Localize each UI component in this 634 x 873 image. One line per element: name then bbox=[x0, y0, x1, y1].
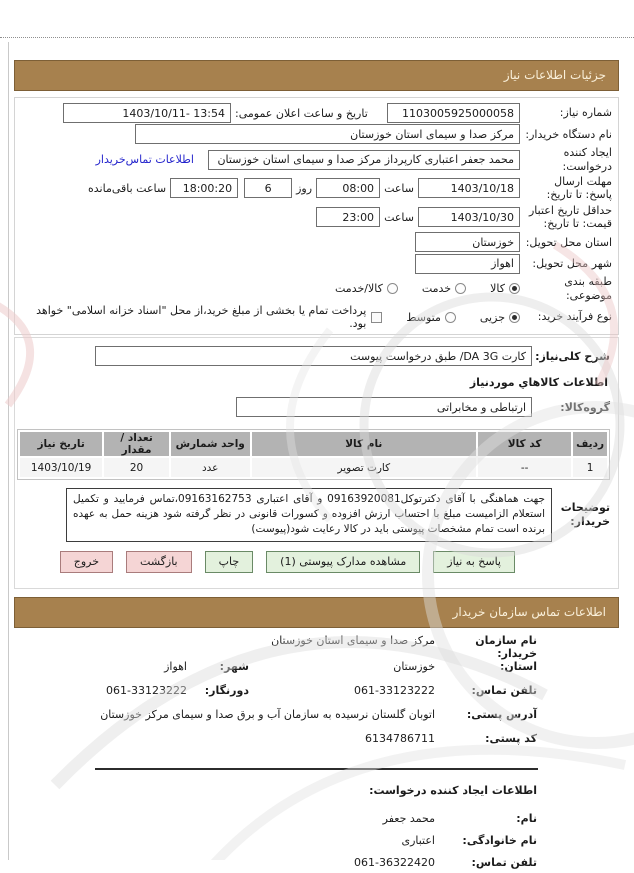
delivery-city-label: شهر محل تحویل: bbox=[532, 256, 612, 270]
reply-deadline-date-field: 1403/10/18 bbox=[418, 178, 520, 198]
org-name-label: نام سازمان خریدار: bbox=[475, 634, 537, 660]
col-need-date: تاریخ نیاز bbox=[20, 432, 102, 456]
cell-goods-name: کارت تصویر bbox=[252, 458, 477, 477]
creator-row-name bbox=[14, 807, 537, 829]
print-button[interactable]: چاپ bbox=[205, 551, 254, 573]
cell-need-date: 1403/10/19 bbox=[20, 458, 102, 477]
row-purchase-process-type bbox=[21, 304, 612, 330]
request-creator-label: ایجاد کننده درخواست: bbox=[562, 145, 612, 173]
cell-row-number: 1 bbox=[573, 458, 607, 477]
hour-label: ساعت bbox=[384, 181, 414, 195]
radio-selected-icon[interactable] bbox=[509, 312, 520, 323]
row-buyer-org bbox=[21, 124, 612, 144]
postal-code-label: کد پستی: bbox=[485, 732, 537, 745]
delivery-city-field: اهواز bbox=[415, 254, 520, 274]
row-subject-classification bbox=[21, 275, 612, 303]
price-validity-hour-field: 23:00 bbox=[316, 207, 380, 227]
goods-table bbox=[17, 429, 610, 480]
creator-phone-label: تلفن تماس: bbox=[471, 855, 537, 869]
section-title: جزئیات اطلاعات نیاز bbox=[503, 68, 606, 82]
goods-info-title: اطلاعات کالاهاي موردنیاز bbox=[469, 376, 608, 389]
contact-row-address bbox=[14, 708, 537, 732]
need-number-label: شماره نیاز: bbox=[559, 106, 612, 120]
postal-address-value: اتوبان گلستان نرسیده به سازمان آب و برق صدا و سیمای مرکز خوزستان bbox=[100, 708, 435, 721]
need-number-field: 1103005925000058 bbox=[387, 103, 520, 123]
goods-group-field: ارتباطی و مخابراتی bbox=[236, 397, 532, 417]
back-button[interactable]: بازگشت bbox=[126, 551, 192, 573]
buyer-org-field: مرکز صدا و سیمای استان خوزستان bbox=[135, 124, 520, 144]
radio-option-goods[interactable] bbox=[490, 282, 520, 295]
view-attachments-button[interactable]: مشاهده مدارک پیوستی (1) bbox=[266, 551, 420, 573]
goods-table-header-row bbox=[20, 432, 607, 456]
contact-row-postal-code bbox=[14, 732, 537, 756]
first-name-label: نام: bbox=[516, 811, 537, 825]
row-price-validity bbox=[21, 204, 612, 232]
first-name-value: محمد جعفر bbox=[382, 811, 435, 825]
postal-code-value: 6134786711 bbox=[365, 732, 435, 745]
cell-goods-code: -- bbox=[478, 458, 571, 477]
delivery-province-field: خوزستان bbox=[415, 232, 520, 252]
price-validity-label: حداقل تاریخ اعتبار قیمت: تا تاریخ: bbox=[528, 203, 612, 231]
city-value: اهواز bbox=[164, 660, 187, 673]
action-buttons-row bbox=[23, 551, 610, 573]
radio-option-minor[interactable] bbox=[480, 311, 520, 324]
last-name-value: اعتباری bbox=[401, 833, 435, 847]
col-row-number: ردیف bbox=[573, 432, 607, 456]
reply-to-need-button[interactable]: پاسخ به نیاز bbox=[433, 551, 515, 573]
contact-row-phone-fax bbox=[14, 684, 537, 708]
remaining-time-field: 18:00:20 bbox=[170, 178, 238, 198]
checkbox-icon[interactable] bbox=[371, 312, 382, 323]
col-goods-code: کد کالا bbox=[478, 432, 571, 456]
contact-row-province-city bbox=[14, 660, 537, 684]
buyer-notes-field: جهت هماهنگی با آقای دکترتوکل09163920081 و آقای اعتباری 09163162753،تماس فرمایید و تکمیل استعلام الزامیست مبلغ با احتساب ارزش افزوده و کسورات قانونی در نظر گرفته شود هزینه حمل به عهده برنده است تمام مشخصات پیوستی باید در کالا رعایت شود(پیوست) bbox=[66, 488, 552, 542]
cell-unit: عدد bbox=[171, 458, 250, 477]
remaining-time-label: ساعت باقی‌مانده bbox=[88, 181, 167, 195]
section-header-need-details bbox=[14, 60, 619, 91]
row-reply-deadline bbox=[21, 175, 612, 203]
section-divider-line bbox=[95, 768, 538, 770]
page-left-border bbox=[8, 42, 9, 860]
fax-value: 061-33123222 bbox=[106, 684, 187, 697]
checkbox-label: پرداخت تمام یا بخشی از مبلغ خرید،از محل "اسناد خزانه اسلامی" خواهد بود. bbox=[36, 304, 367, 330]
radio-label: متوسط bbox=[406, 310, 441, 324]
row-request-creator bbox=[21, 146, 612, 174]
creator-section-title: اطلاعات ایجاد کننده درخواست: bbox=[369, 784, 537, 797]
reply-deadline-hour-field: 08:00 bbox=[316, 178, 380, 198]
row-delivery-province bbox=[21, 232, 612, 252]
row-goods-group bbox=[23, 397, 610, 417]
radio-label: کالا/خدمت bbox=[335, 282, 383, 296]
hour-label: ساعت bbox=[384, 210, 414, 224]
general-description-label: شرح کلی‌نیاز: bbox=[535, 349, 610, 363]
cell-quantity: 20 bbox=[104, 458, 169, 477]
need-info-panel bbox=[14, 97, 619, 335]
row-general-description bbox=[23, 346, 610, 366]
price-validity-date-field: 1403/10/30 bbox=[418, 207, 520, 227]
goods-group-label: گروه‌کالا: bbox=[560, 400, 610, 414]
radio-label: جزیی bbox=[479, 310, 505, 324]
exit-button[interactable]: خروج bbox=[60, 551, 113, 573]
last-name-label: نام خانوادگی: bbox=[462, 833, 537, 847]
row-buyer-notes bbox=[23, 488, 610, 542]
section-title: اطلاعات تماس سازمان خریدار bbox=[452, 605, 606, 619]
general-description-field: کارت DA 3G/ طبق درخواست پیوست bbox=[95, 346, 532, 366]
creator-phone-value: 061-36322420 bbox=[354, 855, 435, 869]
section-header-buyer-contact bbox=[14, 597, 619, 628]
buyer-contact-section bbox=[14, 634, 537, 756]
province-label: استان: bbox=[500, 660, 537, 673]
fax-label: دورنگار: bbox=[204, 684, 249, 697]
radio-option-service[interactable] bbox=[422, 282, 466, 295]
purchase-process-label: نوع فرآیند خرید: bbox=[537, 310, 612, 324]
reply-deadline-days-field: 6 bbox=[244, 178, 292, 198]
col-goods-name: نام کالا bbox=[252, 432, 477, 456]
treasury-checkbox-option[interactable] bbox=[21, 304, 382, 330]
row-delivery-city bbox=[21, 254, 612, 274]
creator-row-phone bbox=[14, 851, 537, 873]
city-label: شهر: bbox=[219, 660, 249, 673]
delivery-province-label: استان محل تحویل: bbox=[525, 235, 612, 249]
col-quantity: تعداد / مقدار bbox=[104, 432, 169, 456]
announce-datetime-field: 1403/10/11- 13:54 bbox=[63, 103, 231, 123]
phone-value: 061-33123222 bbox=[354, 684, 435, 697]
radio-icon[interactable] bbox=[445, 312, 456, 323]
buyer-org-label: نام دستگاه خریدار: bbox=[525, 127, 612, 141]
phone-label: تلفن تماس: bbox=[471, 684, 537, 697]
reply-deadline-label: مهلت ارسال پاسخ: تا تاریخ: bbox=[546, 174, 612, 202]
row-need-number bbox=[21, 103, 612, 123]
province-value: خوزستان bbox=[393, 660, 435, 673]
contact-row-org bbox=[14, 634, 537, 660]
day-label: روز bbox=[296, 181, 313, 195]
need-goods-panel bbox=[14, 337, 619, 589]
creator-row-family bbox=[14, 829, 537, 851]
radio-option-medium[interactable] bbox=[406, 311, 456, 324]
subject-classification-label: طبقه بندی موضوعی: bbox=[564, 275, 612, 302]
request-creator-field: محمد جعفر اعتباری کارپرداز مرکز صدا و سیمای استان خوزستان bbox=[208, 150, 520, 170]
buyer-contact-link[interactable]: اطلاعات تماس‌خریدار bbox=[95, 153, 194, 166]
goods-table-row bbox=[20, 458, 607, 477]
radio-option-goods-service[interactable] bbox=[335, 282, 398, 295]
radio-label: خدمت bbox=[421, 282, 452, 296]
announce-datetime-label: تاریخ و ساعت اعلان عمومی: bbox=[235, 106, 368, 120]
col-unit: واحد شمارش bbox=[171, 432, 250, 456]
postal-address-label: آدرس پستی: bbox=[466, 708, 537, 721]
radio-label: کالا bbox=[490, 282, 505, 296]
radio-selected-icon[interactable] bbox=[509, 283, 520, 294]
org-name-value: مرکز صدا و سیمای استان خوزستان bbox=[271, 634, 435, 647]
radio-icon[interactable] bbox=[455, 283, 466, 294]
radio-icon[interactable] bbox=[387, 283, 398, 294]
top-dotted-divider bbox=[0, 37, 634, 38]
buyer-notes-label: توضیحات خریدار: bbox=[560, 500, 610, 528]
